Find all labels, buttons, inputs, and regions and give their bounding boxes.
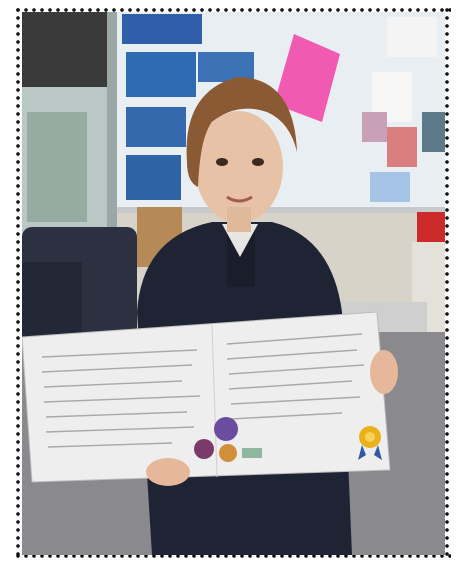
sticker-icon <box>214 417 238 441</box>
poster <box>126 107 186 147</box>
poster <box>126 52 196 97</box>
photo <box>22 12 445 555</box>
red-box <box>417 212 445 242</box>
right-eye <box>252 158 264 166</box>
chair-seat <box>22 262 82 342</box>
poster <box>122 14 202 44</box>
left-hand <box>146 458 190 486</box>
wall-note <box>387 17 437 57</box>
window-blind <box>22 12 107 87</box>
wall-note <box>387 127 417 167</box>
wall-note <box>362 112 387 142</box>
window-trees <box>27 112 87 222</box>
sticker-icon <box>194 439 214 459</box>
wall-note <box>370 172 410 202</box>
poster <box>126 155 181 200</box>
left-eye <box>216 158 228 166</box>
wall-note <box>422 112 445 152</box>
sticker-icon <box>219 444 237 462</box>
photo-scene <box>22 12 445 555</box>
right-hand <box>370 350 398 394</box>
sticker-icon <box>242 448 262 458</box>
neck <box>227 207 251 232</box>
